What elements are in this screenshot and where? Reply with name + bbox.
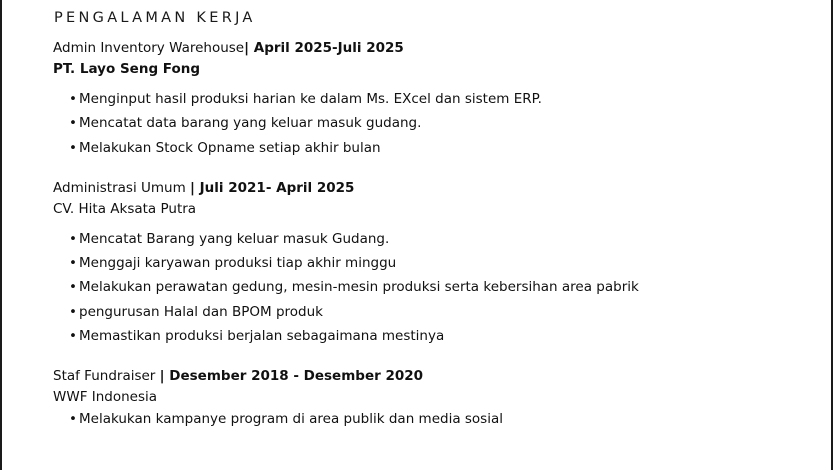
duty-list [53, 227, 821, 348]
bullet-icon: • [69, 115, 77, 132]
duty-text: Melakukan Stock Opname setiap akhir bulan [79, 139, 381, 156]
duty-list [53, 407, 821, 431]
job-company: CV. Hita Aksata Putra [53, 200, 197, 217]
bullet-icon: • [69, 279, 77, 296]
job-heading [53, 38, 821, 59]
duty-text: Menggaji karyawan produksi tiap akhir minggu [79, 255, 397, 272]
duty-text: Menginput hasil produksi harian ke dalam Ms. EXcel dan sistem ERP. [79, 91, 542, 107]
job-entry [53, 366, 821, 431]
bullet-icon: • [69, 255, 77, 272]
duty-text: Memastikan produksi berjalan sebagaimana mestinya [79, 328, 445, 345]
job-position: Admin Inventory Warehouse [53, 40, 245, 56]
bullet-icon: • [69, 91, 77, 107]
duty-item [69, 227, 821, 251]
job-entry [53, 38, 821, 160]
duty-text: Melakukan perawatan gedung, mesin-mesin produksi serta kebersihan area pabrik [79, 279, 639, 296]
bullet-icon: • [69, 303, 77, 320]
job-position: Staf Fundraiser [53, 368, 160, 385]
job-company: PT. Layo Seng Fong [53, 61, 201, 77]
duty-item [69, 136, 821, 160]
duty-item [69, 324, 821, 348]
duty-item [69, 275, 821, 299]
section-title: PENGALAMAN KERJA [54, 10, 256, 26]
job-company: WWF Indonesia [53, 389, 158, 406]
work-experience-section [53, 8, 821, 450]
duty-list [53, 87, 821, 160]
job-entry [53, 178, 821, 348]
job-period: | April 2025-Juli 2025 [244, 40, 404, 56]
duty-text: Mencatat Barang yang keluar masuk Gudang. [79, 230, 390, 247]
duty-item [69, 300, 821, 324]
job-heading [53, 366, 821, 387]
duty-text: pengurusan Halal dan BPOM produk [79, 303, 323, 320]
bullet-icon: • [69, 328, 77, 345]
duty-item [69, 251, 821, 275]
job-heading [53, 178, 821, 199]
bullet-icon: • [69, 230, 77, 247]
bullet-icon: • [69, 411, 77, 428]
duty-item [69, 111, 821, 135]
duty-text: Mencatat data barang yang keluar masuk gudang. [79, 115, 422, 132]
job-period: | Juli 2021- April 2025 [190, 179, 355, 196]
job-position: Administrasi Umum [53, 179, 191, 196]
duty-text: Melakukan kampanye program di area publik dan media sosial [79, 411, 503, 428]
duty-item [69, 407, 821, 431]
job-period: | Desember 2018 - Desember 2020 [159, 368, 424, 385]
bullet-icon: • [69, 139, 77, 156]
duty-item [69, 87, 821, 111]
